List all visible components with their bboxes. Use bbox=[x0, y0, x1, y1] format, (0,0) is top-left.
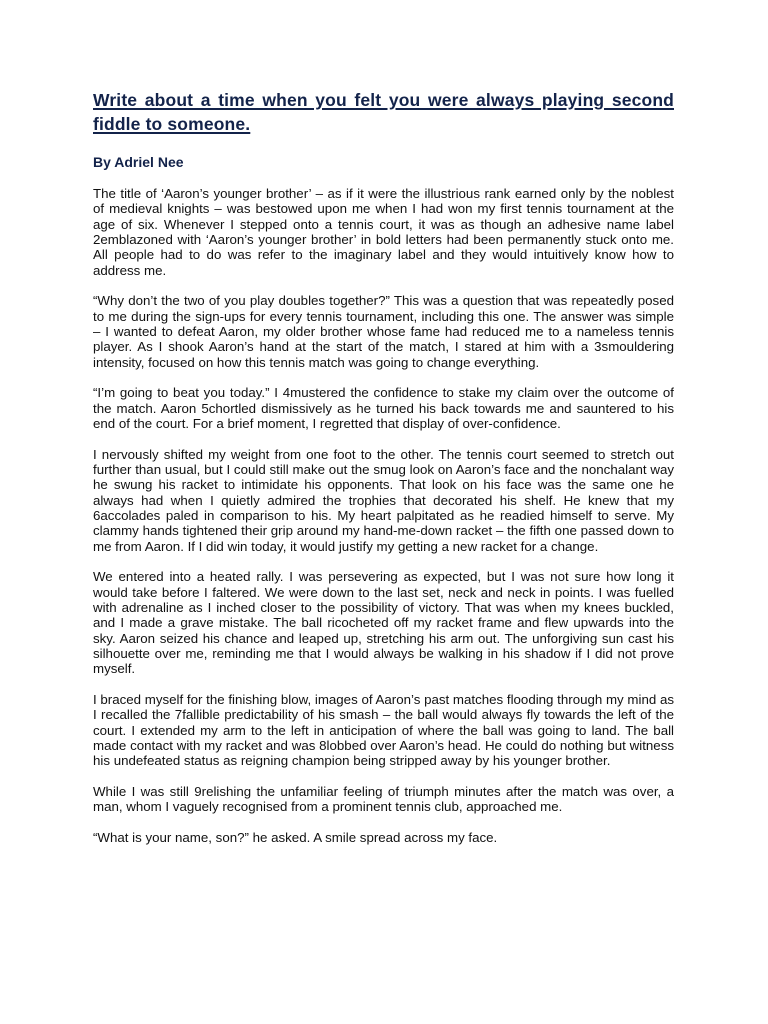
essay-paragraph: We entered into a heated rally. I was persevering as expected, but I was not sure how long it would take before I faltered. We were down to the last set, neck and neck in points. I was fuelled with adrenaline as I inched closer to the possibility of victory. That was when my knees buckled, and I made a grave mistake. The ball ricocheted off my racket frame and flew upwards into the sky. Aaron seized his chance and leaped up, stretching his arm out. The unforgiving sun cast his silhouette over me, reminding me that I would always be walking in his shadow if I did not prove myself. bbox=[93, 569, 674, 677]
essay-body bbox=[93, 186, 674, 845]
author-byline: By Adriel Nee bbox=[93, 154, 184, 170]
essay-paragraph: “Why don’t the two of you play doubles together?” This was a question that was repeatedly posed to me during the sign-ups for every tennis tournament, including this one. The answer was simple – I wanted to defeat Aaron, my older brother whose fame had reduced me to a nameless tennis player. As I shook Aaron’s hand at the start of the match, I stared at him with a 3smouldering intensity, focused on how this tennis match was going to change everything. bbox=[93, 293, 674, 370]
document-page bbox=[93, 88, 674, 861]
essay-title: Write about a time when you felt you were always playing second fiddle to someone. bbox=[93, 90, 674, 134]
essay-paragraph: While I was still 9relishing the unfamiliar feeling of triumph minutes after the match was over, a man, whom I vaguely recognised from a prominent tennis club, approached me. bbox=[93, 784, 674, 815]
essay-paragraph: I nervously shifted my weight from one foot to the other. The tennis court seemed to stretch out further than usual, but I could still make out the smug look on Aaron’s face and the nonchalant way he swung his racket to intimidate his opponents. That look on his face was the same one he always had when I quietly admired the trophies that decorated his shelf. He knew that my 6accolades paled in comparison to his. My heart palpitated as he readied himself to serve. My clammy hands tightened their grip around my hand-me-down racket – the fifth one passed down to me from Aaron. If I did win today, it would justify my getting a new racket for a change. bbox=[93, 446, 674, 554]
essay-paragraph: “I’m going to beat you today.” I 4mustered the confidence to stake my claim over the outcome of the match. Aaron 5chortled dismissively as he turned his back towards me and sauntered to his end of the court. For a brief moment, I regretted that display of over-confidence. bbox=[93, 385, 674, 432]
essay-paragraph: The title of ‘Aaron’s younger brother’ – as if it were the illustrious rank earned only by the noblest of medieval knights – was bestowed upon me when I had won my first tennis tournament at the age of six. Whenever I stepped onto a tennis court, it was as though an adhesive name label 2emblazoned with ‘Aaron’s younger brother’ in bold letters had been permanently stuck onto me. All people had to do was refer to the imaginary label and they would intuitively know how to address me. bbox=[93, 186, 674, 278]
essay-paragraph: I braced myself for the finishing blow, images of Aaron’s past matches flooding through my mind as I recalled the 7fallible predictability of his smash – the ball would always fly towards the left of the court. I extended my arm to the left in anticipation of where the ball was going to land. The ball made contact with my racket and was 8lobbed over Aaron’s head. He could do nothing but witness his undefeated status as reigning champion being stripped away by his younger brother. bbox=[93, 692, 674, 769]
essay-paragraph: “What is your name, son?” he asked. A smile spread across my face. bbox=[93, 830, 498, 846]
